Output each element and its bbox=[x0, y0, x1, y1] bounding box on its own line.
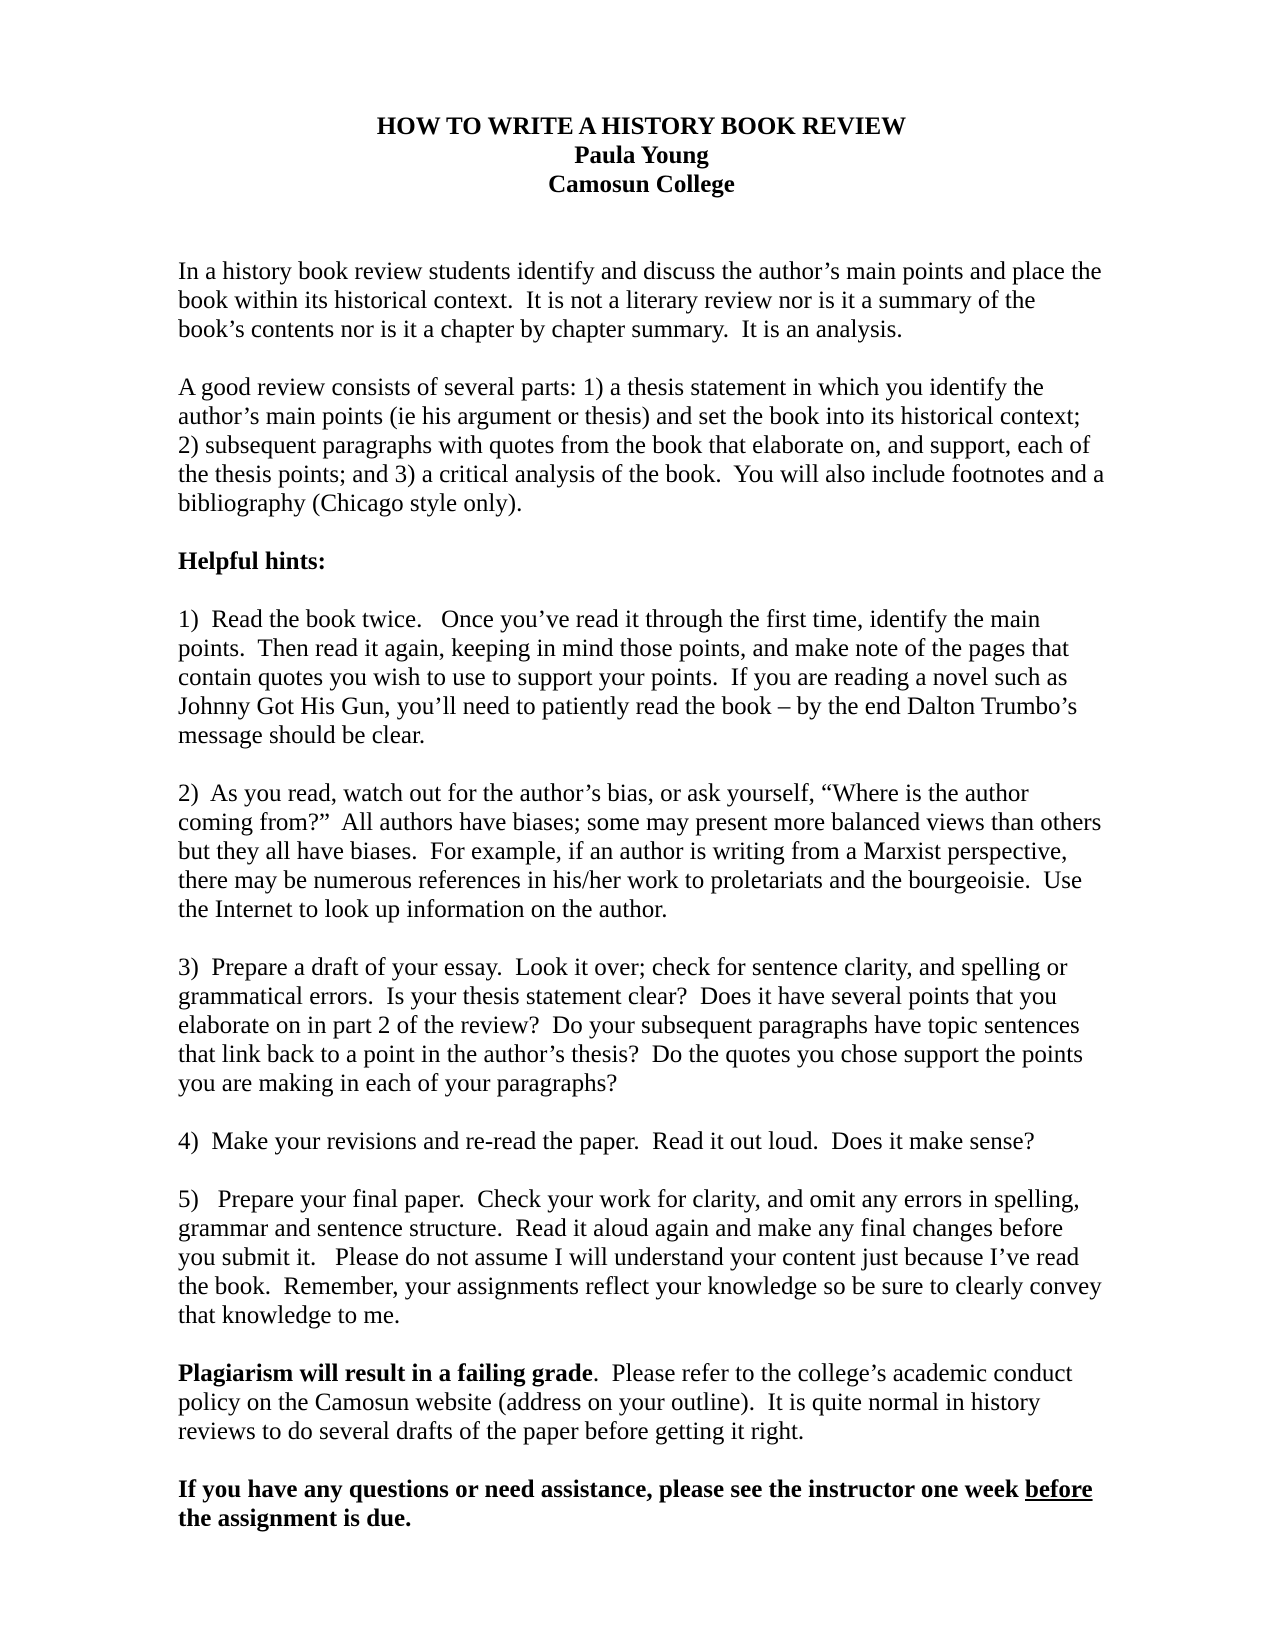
document-institution: Camosun College bbox=[548, 171, 735, 198]
plagiarism-notice-bold-lead: Plagiarism will result in a failing grade bbox=[178, 1360, 593, 1387]
plagiarism-notice bbox=[178, 1359, 1105, 1446]
hint-paragraph-3: 3) Prepare a draft of your essay. Look it over; check for sentence clarity, and spelling or grammatical errors. Is your thesis statement clear? Does it have several points that you elaborate on in part 2 of the review? Do your subsequent paragraphs have topic sentences that link back to a point in the author’s thesis? Do the quotes you chose support the points you are making in each of your paragraphs? bbox=[178, 954, 1090, 1097]
document-author: Paula Young bbox=[574, 142, 709, 169]
hint-paragraph-2: 2) As you read, watch out for the author’s bias, or ask yourself, “Where is the author coming from?” All authors have biases; some may present more balanced views than others but they all have biases. For example, if an author is writing from a Marxist perspective, there may be numerous references in his/her work to proletariats and the bourgeoisie. Use the Internet to look up information on the author. bbox=[178, 780, 1108, 923]
hint-paragraph-5: 5) Prepare your final paper. Check your work for clarity, and omit any errors in spelling, grammar and sentence structure. Read it aloud again and make any final changes before you submit it. Please do not assume I will understand your content just because I’ve read the book. Remember, your assignments reflect your knowledge so be sure to clearly convey that knowledge to me. bbox=[178, 1186, 1108, 1329]
document-header bbox=[178, 112, 1105, 199]
closing-note bbox=[178, 1475, 1105, 1533]
closing-note-text-end: the assignment is due. bbox=[178, 1476, 1099, 1532]
hint-paragraph-4: 4) Make your revisions and re-read the paper. Read it out loud. Does it make sense? bbox=[178, 1128, 1035, 1155]
helpful-hints-heading: Helpful hints: bbox=[178, 548, 326, 575]
hint-paragraph-1: 1) Read the book twice. Once you’ve read it through the first time, identify the main points. Then read it again, keeping in mind those points, and make note of the pages that contain quotes you wish to use to support your points. If you are reading a novel such as Johnny Got His Gun, you’ll need to patiently read the book – by the end Dalton Trumbo’s message should be clear. bbox=[178, 606, 1084, 749]
intro-paragraph-2: A good review consists of several parts: 1) a thesis statement in which you identify the author’s main points (ie his argument or thesis) and set the book into its historical context; 2) subsequent paragraphs with quotes from the book that elaborate on, and support, each of the thesis points; and 3) a critical analysis of the book. You will also include footnotes and a bibliography (Chicago style only). bbox=[178, 374, 1111, 517]
intro-paragraph-1: In a history book review students identify and discuss the author’s main points and place the book within its historical context. It is not a literary review nor is it a summary of the book’s contents nor is it a chapter by chapter summary. It is an analysis. bbox=[178, 258, 1108, 343]
plagiarism-notice-text: . Please refer to the college’s academic conduct policy on the Camosun website (address on your outline). It is quite normal in history reviews to do several drafts of the paper before getting it right. bbox=[178, 1360, 1079, 1445]
closing-note-underlined-word: before bbox=[1025, 1476, 1093, 1503]
closing-note-text-start: If you have any questions or need assistance, please see the instructor one week bbox=[178, 1476, 1025, 1503]
document-title: HOW TO WRITE A HISTORY BOOK REVIEW bbox=[376, 113, 907, 140]
